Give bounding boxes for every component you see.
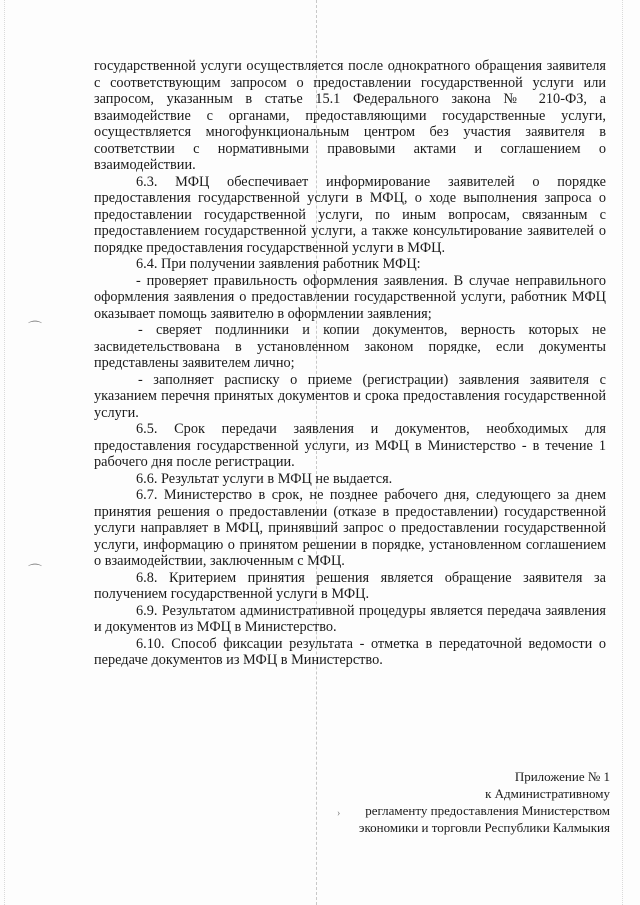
document-body: [94, 58, 606, 669]
paragraph-6-5: 6.5. Срок передачи заявления и документов, необходимых для предоставления государственной услуги, из МФЦ в Министерство - в течение 1 рабочего дня после регистрации.: [94, 421, 606, 470]
paragraph-6-9: 6.9. Результатом административной процедуры является передача заявления и документов из МФЦ в Министерство.: [94, 602, 606, 635]
paragraph-6-4: 6.4. При получении заявления работник МФЦ:: [136, 256, 421, 272]
appendix-line: к Административному: [485, 786, 610, 801]
list-item-check-application: - проверяет правильность оформления заявления. В случае неправильного оформления заявления о предоставлении государственной услуги, работник МФЦ оказывает помощь заявителю в оформлении заявления;: [94, 272, 606, 322]
appendix-line: экономики и торговли Республики Калмыкия: [358, 820, 610, 835]
scan-artifact-mark: ⌒: [28, 322, 42, 337]
scan-edge-right: [622, 0, 624, 905]
scan-edge-left: [4, 0, 6, 905]
appendix-header: [330, 768, 610, 836]
scan-artifact-mark: ⌒: [28, 565, 42, 580]
paragraph-6-8: 6.8. Критерием принятия решения является обращение заявителя за получением государственной услуги в МФЦ.: [94, 569, 606, 602]
appendix-line: регламенту предоставления Министерством: [365, 803, 610, 818]
list-item-fill-receipt: - заполняет расписку о приеме (регистрации) заявления заявителя с указанием перечня принятых документов и срока предоставления государственной услуги.: [94, 371, 606, 421]
paragraph-continuation: государственной услуги осуществляется после однократного обращения заявителя с соответствующим запросом о предоставлении государственной услуги или запросом, указанным в статье 15.1 Федерального закона № 210-ФЗ, а взаимодействие с органами, предоставляющими государственные услуги, осуществляется многофункциональным центром без участия заявителя в соответствии с нормативными правовыми актами и соглашением о взаимодействии.: [94, 58, 606, 173]
paragraph-6-10: 6.10. Способ фиксации результата - отметка в передаточной ведомости о передаче документов из МФЦ в Министерство.: [94, 635, 606, 668]
paragraph-6-7: 6.7. Министерство в срок, не позднее рабочего дня, следующего за днем принятия решения о предоставлении (отказе в предоставлении) государственной услуги направляет в МФЦ, принявший запрос о предоставлении государственной услуги, информацию о принятом решении в порядке, установленном соглашением о взаимодействии, заключенным с МФЦ.: [94, 487, 606, 569]
scan-artifact-mark: ›: [337, 808, 341, 819]
paragraph-6-6: 6.6. Результат услуги в МФЦ не выдается.: [136, 470, 393, 487]
paragraph-6-3: 6.3. МФЦ обеспечивает информирование заявителей о порядке предоставления государственной услуги в МФЦ, о ходе выполнения запроса о предоставлении государственной услуги, по иным вопросам, связанным с предоставлением государственной услуги, а также консультирование заявителей о порядке предоставления государственной услуги в МФЦ.: [94, 173, 606, 256]
appendix-title: Приложение № 1: [514, 769, 610, 784]
list-item-verify-originals: - сверяет подлинники и копии документов, верность которых не засвидетельствована в установленном законом порядке, если документы представлены заявителем лично;: [94, 322, 606, 371]
